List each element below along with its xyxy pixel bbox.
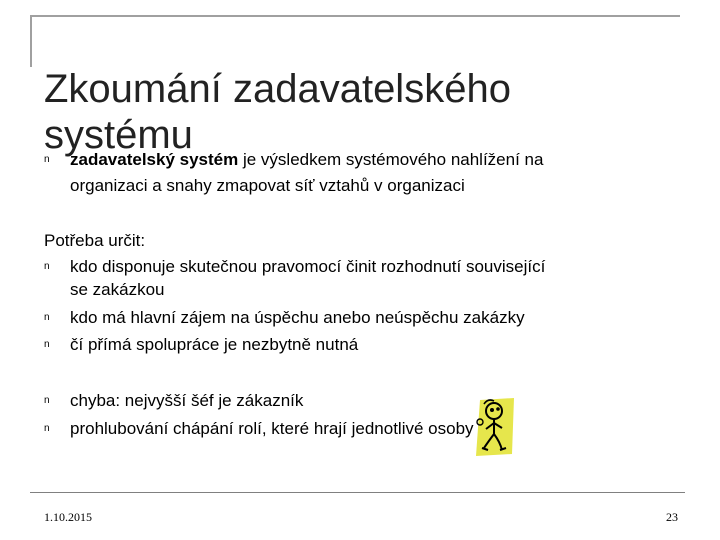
needs-item-1-line-1: kdo disponuje skutečnou pravomocí činit rozhodnutí související (70, 257, 546, 276)
needs-item-3: čí přímá spolupráce je nezbytně nutná (70, 335, 359, 354)
slide-title (44, 66, 511, 158)
intro-line-1 (70, 148, 543, 171)
bullet-marker: n (44, 339, 50, 350)
footer-date: 1.10.2015 (44, 510, 92, 524)
needs-label: Potřeba určit: (44, 231, 146, 250)
bullet-marker: n (44, 423, 50, 434)
title-line-2: systému (44, 113, 193, 157)
bullet-marker: n (44, 312, 50, 323)
note-item-2: prohlubování chápání rolí, které hrají jednotlivé osoby (70, 419, 474, 438)
page-number: 23 (666, 510, 678, 524)
intro-rest: je výsledkem systémového nahlížení na (238, 150, 544, 169)
note-item-1: chyba: nejvyšší šéf je zákazník (70, 391, 304, 410)
needs-item-2: kdo má hlavní zájem na úspěchu anebo neúspěchu zakázky (70, 308, 525, 327)
intro-line-2: organizaci a snahy zmapovat síť vztahů v organizaci (70, 176, 465, 195)
bullet-marker: n (44, 154, 50, 165)
frame-left-border (30, 15, 32, 67)
bullet-marker: n (44, 395, 50, 406)
bullet-marker: n (44, 261, 50, 272)
frame-top-border (30, 15, 680, 17)
thinking-figure-icon (472, 398, 516, 456)
needs-item-1-line-2: se zakázkou (70, 280, 165, 299)
title-line-1: Zkoumání zadavatelského (44, 67, 511, 111)
intro-bold-term: zadavatelský systém (70, 150, 239, 169)
footer-rule (30, 492, 685, 493)
